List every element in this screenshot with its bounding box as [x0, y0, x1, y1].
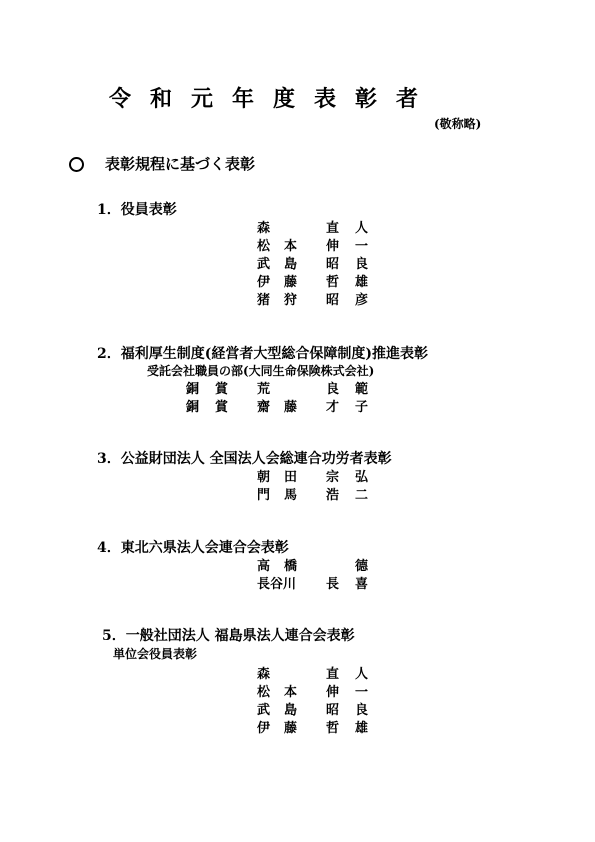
circle-bullet-icon	[69, 157, 84, 172]
section-1-heading: 1．役員表彰	[97, 202, 177, 218]
section-4-heading: 4．東北六県法人会連合会表彰	[97, 540, 289, 556]
section-2-subheading: 受託会社職員の部(大同生命保険株式会社)	[147, 364, 375, 378]
section-3-heading: 3．公益財団法人 全国法人会総連合功労者表彰	[97, 451, 392, 467]
section-2-heading: 2．福利厚生制度(経営者大型総合保障制度)推進表彰	[97, 346, 428, 362]
honorific-note: (敬称略)	[434, 117, 482, 131]
main-heading: 表彰規程に基づく表彰	[105, 155, 256, 173]
section-5-subheading: 単位会役員表彰	[113, 647, 198, 661]
section-5-heading: 5．一般社団法人 福島県法人連合会表彰	[102, 628, 355, 644]
page-title: 令和元年度表彰者	[109, 86, 438, 112]
